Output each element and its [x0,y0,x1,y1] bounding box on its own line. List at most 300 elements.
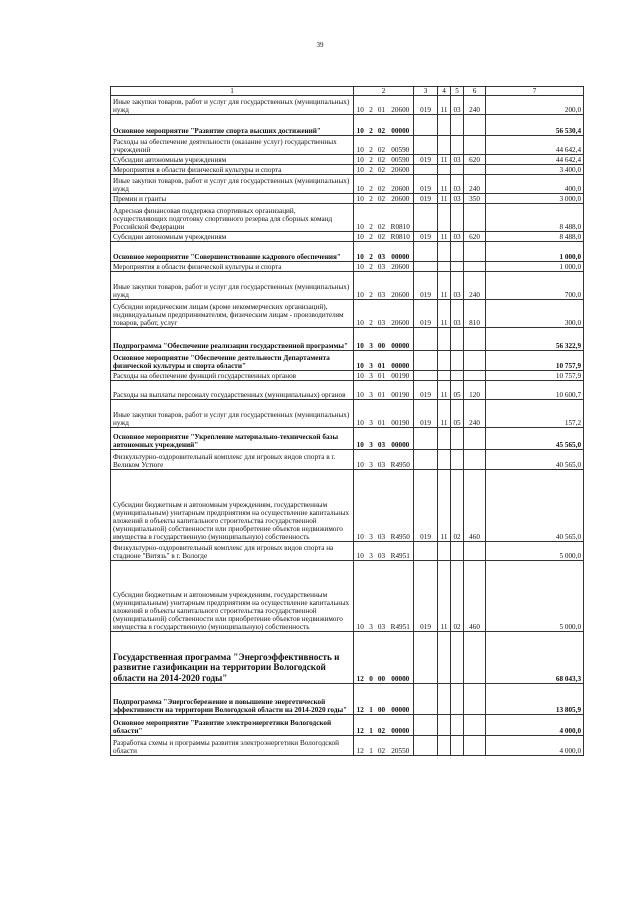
row-amount: 56 322,9 [486,328,584,351]
code-direction: 00590 [388,155,414,165]
row-name: Иные закупки товаров, работ и услуг для государственных (муниципальных) нужд [111,175,354,194]
row-name: Физкультурно-оздоровительный комплекс для игровых видов спорта на стадионе "Витязь" в г. Вологде [111,542,354,561]
code-ministry [414,428,438,450]
code-ministry [414,136,438,155]
code-expense-type [464,242,486,262]
code-subprogram: 2 [367,272,376,300]
code-razdel [438,351,451,371]
code-expense-type [464,262,486,272]
table-row [111,470,584,542]
row-amount: 1 000,0 [486,262,584,272]
code-event: 03 [376,242,388,262]
code-subprogram: 3 [367,561,376,632]
code-expense-type [464,371,486,381]
code-event: 00 [376,684,388,715]
code-podrazdel [451,632,464,684]
code-expense-type: 620 [464,232,486,242]
code-podrazdel: 03 [451,175,464,194]
code-event: 03 [376,272,388,300]
row-name: Основное мероприятие "Укрепление материально-технической базы автономных учреждений" [111,428,354,450]
code-razdel [438,736,451,756]
code-expense-type [464,736,486,756]
table-row [111,96,584,115]
code-event: 03 [376,561,388,632]
row-amount: 4 000,0 [486,715,584,736]
code-ministry [414,371,438,381]
code-section: 10 [354,136,367,155]
code-podrazdel [451,428,464,450]
code-direction: 00000 [388,715,414,736]
code-event: 03 [376,450,388,470]
code-ministry: 019 [414,300,438,328]
code-expense-type [464,428,486,450]
code-event: 03 [376,470,388,542]
code-section: 10 [354,165,367,175]
code-section: 12 [354,715,367,736]
table-row [111,155,584,165]
row-name: Подпрограмма "Обеспечение реализации государственной программы" [111,328,354,351]
code-podrazdel [451,450,464,470]
code-subprogram: 2 [367,194,376,204]
table-row [111,561,584,632]
code-razdel [438,165,451,175]
code-ministry [414,684,438,715]
code-section: 10 [354,542,367,561]
code-ministry [414,204,438,232]
code-expense-type [464,165,486,175]
code-expense-type [464,351,486,371]
code-event: 02 [376,232,388,242]
code-direction: R4951 [388,561,414,632]
code-event: 01 [376,96,388,115]
row-name: Основное мероприятие "Обеспечение деятельности Департамента физической культуры и спорта области" [111,351,354,371]
code-event: 01 [376,400,388,428]
code-ministry: 019 [414,381,438,400]
code-podrazdel [451,542,464,561]
table-row [111,371,584,381]
code-razdel [438,262,451,272]
code-subprogram: 3 [367,371,376,381]
code-expense-type: 620 [464,155,486,165]
code-event: 03 [376,300,388,328]
code-razdel: 11 [438,155,451,165]
code-expense-type [464,328,486,351]
code-razdel [438,428,451,450]
code-podrazdel [451,242,464,262]
row-name: Разработка схемы и программы развития электроэнергетики Вологодской области [111,736,354,756]
code-subprogram: 2 [367,96,376,115]
code-razdel [438,684,451,715]
code-direction: R0810 [388,232,414,242]
code-section: 10 [354,96,367,115]
code-direction: 00000 [388,242,414,262]
row-name: Государственная программа "Энергоэффективность и развитие газификации на территории Вологодской области на 2014-2020 годы" [111,632,354,684]
code-subprogram: 3 [367,400,376,428]
code-razdel: 11 [438,194,451,204]
table-row [111,194,584,204]
code-section: 10 [354,272,367,300]
row-name: Иные закупки товаров, работ и услуг для государственных (муниципальных) нужд [111,400,354,428]
code-event: 02 [376,715,388,736]
code-direction: R0810 [388,204,414,232]
code-event: 01 [376,351,388,371]
code-ministry [414,450,438,470]
code-razdel: 11 [438,232,451,242]
code-section: 12 [354,684,367,715]
code-razdel: 11 [438,381,451,400]
code-podrazdel [451,715,464,736]
row-amount: 10 600,7 [486,381,584,400]
code-expense-type: 240 [464,400,486,428]
code-expense-type: 240 [464,96,486,115]
table-row [111,115,584,136]
code-podrazdel [451,736,464,756]
table-row [111,175,584,194]
code-podrazdel: 03 [451,194,464,204]
code-podrazdel: 03 [451,232,464,242]
code-ministry [414,715,438,736]
row-amount: 8 488,0 [486,204,584,232]
budget-table-body [111,87,584,756]
row-amount: 3 000,0 [486,194,584,204]
code-section: 12 [354,736,367,756]
code-subprogram: 2 [367,204,376,232]
header-cell-6: 6 [464,87,486,96]
table-row [111,328,584,351]
code-ministry: 019 [414,194,438,204]
code-section: 10 [354,175,367,194]
header-cell-7: 7 [486,87,584,96]
row-name: Премии и гранты [111,194,354,204]
code-event: 02 [376,194,388,204]
code-razdel: 11 [438,96,451,115]
code-ministry [414,165,438,175]
code-podrazdel [451,262,464,272]
code-razdel: 11 [438,300,451,328]
row-name: Основное мероприятие "Развитие спорта высших достижений" [111,115,354,136]
code-expense-type [464,136,486,155]
code-section: 10 [354,232,367,242]
table-row [111,232,584,242]
code-direction: R4951 [388,542,414,561]
code-section: 10 [354,450,367,470]
code-section: 10 [354,328,367,351]
table-row [111,736,584,756]
table-row [111,136,584,155]
code-podrazdel [451,204,464,232]
code-podrazdel [451,136,464,155]
code-expense-type: 460 [464,561,486,632]
code-razdel: 11 [438,175,451,194]
code-subprogram: 2 [367,175,376,194]
row-name: Мероприятия в области физической культуры и спорта [111,165,354,175]
code-expense-type [464,632,486,684]
code-ministry [414,351,438,371]
row-name: Субсидии автономным учреждениям [111,232,354,242]
row-amount: 1 000,0 [486,242,584,262]
row-amount: 400,0 [486,175,584,194]
row-amount: 5 000,0 [486,561,584,632]
code-expense-type [464,684,486,715]
row-name: Субсидии юридическим лицам (кроме некоммерческих организаций), индивидуальным предпринимателям, физическим лицам - производителям товаров, работ, услуг [111,300,354,328]
code-podrazdel [451,165,464,175]
code-subprogram: 2 [367,300,376,328]
code-section: 10 [354,300,367,328]
code-section: 10 [354,204,367,232]
row-amount: 44 642,4 [486,155,584,165]
row-name: Расходы на обеспечение функций государственных органов [111,371,354,381]
code-razdel [438,328,451,351]
row-amount: 13 805,9 [486,684,584,715]
code-direction: 20600 [388,272,414,300]
code-subprogram: 3 [367,328,376,351]
row-amount: 700,0 [486,272,584,300]
budget-table [110,86,584,756]
code-podrazdel [451,115,464,136]
code-expense-type [464,715,486,736]
row-amount: 8 488,0 [486,232,584,242]
code-razdel [438,632,451,684]
code-expense-type: 810 [464,300,486,328]
page-number: 39 [316,41,324,49]
code-ministry: 019 [414,272,438,300]
code-event: 02 [376,115,388,136]
code-ministry: 019 [414,232,438,242]
row-name: Субсидии бюджетным и автономным учреждениям, государственным (муниципальным) унитарным предприятиям на осуществление капитальных вложений в объекты капитального строительства государственной (муниципальной) собственности или приобретение объектов недвижимого имущества в государственную (муниципальную) собственность [111,470,354,542]
row-amount: 157,2 [486,400,584,428]
code-subprogram: 0 [367,632,376,684]
row-amount: 40 565,0 [486,470,584,542]
code-subprogram: 3 [367,450,376,470]
code-podrazdel [451,371,464,381]
row-amount: 40 565,0 [486,450,584,470]
row-name: Основное мероприятие "Совершенствование кадрового обеспечения" [111,242,354,262]
code-subprogram: 2 [367,165,376,175]
code-event: 03 [376,428,388,450]
code-podrazdel: 05 [451,381,464,400]
code-direction: 00000 [388,684,414,715]
code-section: 10 [354,242,367,262]
header-cell-5: 5 [451,87,464,96]
code-ministry [414,542,438,561]
code-event: 02 [376,204,388,232]
code-razdel: 11 [438,561,451,632]
code-ministry: 019 [414,155,438,165]
row-amount: 5 000,0 [486,542,584,561]
code-event: 02 [376,155,388,165]
code-subprogram: 1 [367,684,376,715]
code-event: 01 [376,381,388,400]
code-expense-type [464,204,486,232]
code-ministry: 019 [414,175,438,194]
code-expense-type: 120 [464,381,486,400]
code-podrazdel: 03 [451,272,464,300]
code-ministry: 019 [414,470,438,542]
row-amount: 200,0 [486,96,584,115]
code-expense-type: 240 [464,175,486,194]
code-subprogram: 2 [367,232,376,242]
header-cell-1: 1 [111,87,354,96]
table-row [111,165,584,175]
code-ministry: 019 [414,96,438,115]
header-cell-2: 2 [354,87,414,96]
row-name: Подпрограмма "Энергосбережение и повышение энергетической эффективности на территории Вологодской области на 2014-2020 годы" [111,684,354,715]
row-name: Иные закупки товаров, работ и услуг для государственных (муниципальных) нужд [111,96,354,115]
row-amount: 45 565,0 [486,428,584,450]
code-razdel [438,450,451,470]
row-name: Адресная финансовая поддержка спортивных организаций, осуществляющих подготовку спортивного резерва для сборных команд Российской Федерации [111,204,354,232]
code-razdel [438,542,451,561]
code-razdel: 11 [438,470,451,542]
code-event: 02 [376,136,388,155]
code-section: 10 [354,155,367,165]
code-section: 10 [354,470,367,542]
code-direction: 20600 [388,262,414,272]
code-ministry [414,115,438,136]
row-name: Субсидии бюджетным и автономным учреждениям, государственным (муниципальным) унитарным предприятиям на осуществление капитальных вложений в объекты капитального строительства государственной (муниципальной) собственности или приобретение объектов недвижимого имущества в государственную (муниципальную) собственность [111,561,354,632]
row-amount: 44 642,4 [486,136,584,155]
row-amount: 56 530,4 [486,115,584,136]
row-amount: 10 757,9 [486,371,584,381]
code-event: 03 [376,542,388,561]
code-ministry [414,262,438,272]
table-row [111,351,584,371]
table-row [111,381,584,400]
code-subprogram: 3 [367,381,376,400]
code-direction: 00000 [388,351,414,371]
code-direction: 20600 [388,194,414,204]
code-subprogram: 2 [367,136,376,155]
code-direction: 20600 [388,96,414,115]
code-section: 10 [354,351,367,371]
code-expense-type [464,115,486,136]
code-direction: 00000 [388,115,414,136]
code-razdel [438,136,451,155]
code-event: 00 [376,632,388,684]
row-amount: 68 043,3 [486,632,584,684]
code-razdel [438,371,451,381]
code-subprogram: 3 [367,428,376,450]
code-event: 03 [376,262,388,272]
table-row [111,204,584,232]
table-row [111,542,584,561]
code-razdel [438,115,451,136]
code-direction: 00590 [388,136,414,155]
code-section: 10 [354,428,367,450]
code-podrazdel: 03 [451,155,464,165]
code-ministry [414,242,438,262]
code-direction: R4950 [388,450,414,470]
code-razdel: 11 [438,400,451,428]
code-direction: 20600 [388,300,414,328]
row-name: Иные закупки товаров, работ и услуг для государственных (муниципальных) нужд [111,272,354,300]
row-name: Субсидии автономным учреждениям [111,155,354,165]
code-section: 10 [354,371,367,381]
row-amount: 300,0 [486,300,584,328]
code-razdel [438,242,451,262]
code-expense-type: 350 [464,194,486,204]
header-row [111,87,584,96]
code-event: 02 [376,736,388,756]
code-subprogram: 2 [367,155,376,165]
row-name: Мероприятия в области физической культуры и спорта [111,262,354,272]
code-direction: 00190 [388,400,414,428]
code-direction: R4950 [388,470,414,542]
code-direction: 20600 [388,175,414,194]
code-ministry: 019 [414,400,438,428]
row-amount: 3 400,0 [486,165,584,175]
row-name: Основное мероприятие "Развитие электроэнергетики Вологодской области" [111,715,354,736]
code-direction: 00190 [388,371,414,381]
row-name: Расходы на обеспечение деятельности (оказание услуг) государственных учреждений [111,136,354,155]
code-ministry [414,328,438,351]
code-podrazdel [451,328,464,351]
code-razdel [438,204,451,232]
code-direction: 00190 [388,381,414,400]
code-ministry [414,632,438,684]
code-subprogram: 3 [367,542,376,561]
code-razdel [438,715,451,736]
code-section: 10 [354,115,367,136]
code-subprogram: 2 [367,262,376,272]
code-expense-type [464,542,486,561]
code-subprogram: 3 [367,470,376,542]
code-podrazdel: 05 [451,400,464,428]
code-ministry: 019 [414,561,438,632]
table-row [111,684,584,715]
code-podrazdel [451,684,464,715]
table-row [111,400,584,428]
table-row [111,242,584,262]
row-amount: 10 757,9 [486,351,584,371]
header-cell-4: 4 [438,87,451,96]
code-expense-type [464,450,486,470]
table-row [111,450,584,470]
code-section: 10 [354,561,367,632]
code-subprogram: 1 [367,715,376,736]
table-row [111,300,584,328]
code-podrazdel: 03 [451,96,464,115]
header-cell-3: 3 [414,87,438,96]
code-event: 02 [376,175,388,194]
code-subprogram: 2 [367,242,376,262]
table-row [111,272,584,300]
code-section: 10 [354,381,367,400]
code-direction: 20600 [388,165,414,175]
table-row [111,715,584,736]
table-row [111,262,584,272]
table-row [111,428,584,450]
row-amount: 4 000,0 [486,736,584,756]
code-event: 02 [376,165,388,175]
code-podrazdel: 02 [451,470,464,542]
code-event: 00 [376,328,388,351]
code-event: 01 [376,371,388,381]
code-subprogram: 1 [367,736,376,756]
code-direction: 00000 [388,632,414,684]
code-subprogram: 3 [367,351,376,371]
row-name: Расходы на выплаты персоналу государственных (муниципальных) органов [111,381,354,400]
code-podrazdel [451,351,464,371]
code-section: 10 [354,400,367,428]
code-podrazdel: 02 [451,561,464,632]
code-direction: 00000 [388,428,414,450]
row-name: Физкультурно-оздоровительный комплекс для игровых видов спорта в г. Великом Устюге [111,450,354,470]
code-section: 10 [354,262,367,272]
code-direction: 20550 [388,736,414,756]
code-expense-type: 460 [464,470,486,542]
code-razdel: 11 [438,272,451,300]
